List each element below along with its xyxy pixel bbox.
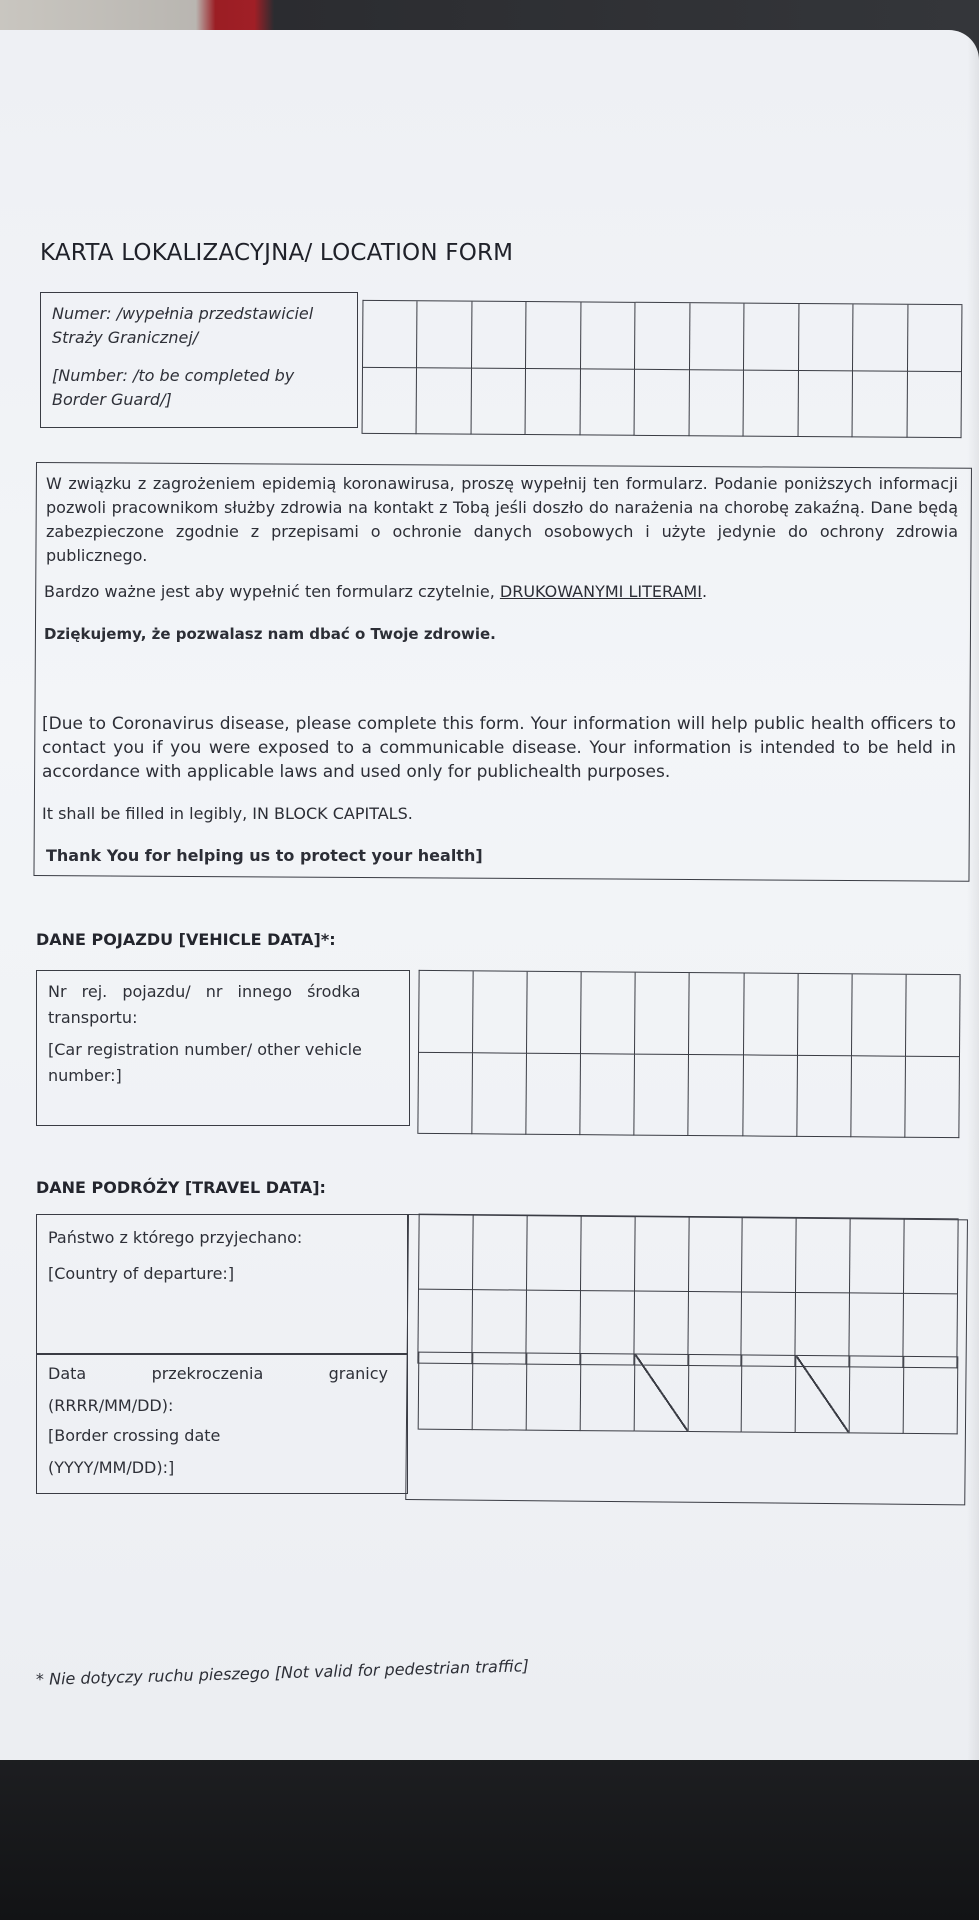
vehicle-cell[interactable] xyxy=(527,1053,582,1135)
vehicle-cell[interactable] xyxy=(851,1056,906,1138)
vehicle-label-en-line2: number:] xyxy=(48,1066,122,1085)
vehicle-cell[interactable] xyxy=(419,971,474,1053)
number-label-pl-line1: Numer: /wypełnia przedstawiciel xyxy=(52,304,314,323)
vehicle-cell[interactable] xyxy=(581,972,636,1054)
country-cell[interactable] xyxy=(688,1217,743,1292)
form-title: KARTA LOKALIZACYJNA/ LOCATION FORM xyxy=(40,240,514,266)
country-cell[interactable] xyxy=(527,1216,582,1291)
number-cell[interactable] xyxy=(472,302,527,369)
number-cell[interactable] xyxy=(526,369,581,436)
vehicle-cell[interactable] xyxy=(581,1054,636,1136)
number-cell[interactable] xyxy=(853,304,908,371)
vehicle-cell[interactable] xyxy=(906,975,961,1057)
vehicle-registration-grid[interactable] xyxy=(417,970,960,1138)
photo-background-bottom xyxy=(0,1740,979,1920)
number-cell[interactable] xyxy=(526,302,581,369)
travel-date-label-pl-word3: granicy xyxy=(328,1364,388,1383)
number-label-pl-line2: Straży Granicznej/ xyxy=(52,328,199,347)
vehicle-cell[interactable] xyxy=(527,972,582,1054)
number-cell[interactable] xyxy=(908,305,963,372)
travel-country-label-pl: Państwo z którego przyjechano: xyxy=(48,1228,303,1247)
date-cell-m2[interactable] xyxy=(742,1355,797,1432)
date-cell-y1[interactable] xyxy=(419,1353,474,1430)
intro-pl-legibly xyxy=(44,580,944,604)
travel-date-label-pl-word1: Data xyxy=(48,1364,87,1383)
number-cell[interactable] xyxy=(363,301,418,368)
vehicle-cell[interactable] xyxy=(689,973,744,1055)
travel-section-heading: DANE PODRÓŻY [TRAVEL DATA]: xyxy=(36,1178,326,1197)
country-cell[interactable] xyxy=(904,1219,959,1294)
intro-en-legibly: It shall be filled in legibly, IN BLOCK CAPITALS. xyxy=(42,804,413,823)
intro-pl-legibly-suffix: . xyxy=(701,582,708,601)
date-cell-m1[interactable] xyxy=(688,1355,743,1432)
number-cell[interactable] xyxy=(580,369,635,436)
vehicle-label-en-line1: [Car registration number/ other vehicle xyxy=(48,1040,362,1059)
vehicle-label-pl-line1: Nr rej. pojazdu/ nr innego środka xyxy=(48,982,361,1001)
pedestrian-footnote: * Nie dotyczy ruchu pieszego [Not valid for pedestrian traffic] xyxy=(35,1656,530,1689)
country-cell[interactable] xyxy=(419,1215,474,1290)
date-cell-y2[interactable] xyxy=(473,1353,528,1430)
number-cell[interactable] xyxy=(417,368,472,435)
date-cell-d1[interactable] xyxy=(850,1356,905,1433)
country-cell[interactable] xyxy=(473,1215,528,1290)
vehicle-cell[interactable] xyxy=(852,974,907,1056)
travel-date-label-pl-word2: przekroczenia xyxy=(151,1364,264,1383)
number-cell[interactable] xyxy=(689,370,744,437)
vehicle-cell[interactable] xyxy=(798,974,853,1056)
country-entry-grid[interactable] xyxy=(417,1214,958,1369)
intro-en-paragraph: [Due to Coronavirus disease, please complete this form. Your information will help public health officers to contact you if you were exposed to a communicable disease. Your information is intended to be held in accordance with applicable laws and used only for publichealth purposes. xyxy=(42,714,956,782)
country-cell[interactable] xyxy=(742,1217,797,1292)
date-cell-y4[interactable] xyxy=(580,1354,635,1431)
country-cell[interactable] xyxy=(581,1216,636,1291)
number-cell[interactable] xyxy=(471,368,526,435)
vehicle-cell[interactable] xyxy=(744,973,799,1055)
border-crossing-date-grid[interactable] xyxy=(418,1352,959,1435)
number-cell[interactable] xyxy=(690,303,745,370)
vehicle-cell[interactable] xyxy=(635,973,690,1055)
date-cell-y3[interactable] xyxy=(526,1354,581,1431)
country-cell[interactable] xyxy=(850,1218,905,1293)
number-cell[interactable] xyxy=(635,369,690,436)
vehicle-cell[interactable] xyxy=(905,1056,960,1138)
number-cell[interactable] xyxy=(635,303,690,370)
number-cell[interactable] xyxy=(798,370,853,437)
number-cell[interactable] xyxy=(744,304,799,371)
vehicle-cell[interactable] xyxy=(473,971,528,1053)
travel-date-label-en-line2: (YYYY/MM/DD):] xyxy=(48,1458,175,1477)
intro-pl-legibly-caps: DRUKOWANYMI LITERAMI xyxy=(499,582,702,601)
country-cell[interactable] xyxy=(796,1218,851,1293)
number-entry-grid[interactable] xyxy=(362,300,963,438)
intro-pl-thanks: Dziękujemy, że pozwalasz nam dbać o Twoje zdrowie. xyxy=(44,625,496,643)
paper-edge-shadow xyxy=(967,30,979,1760)
travel-date-label-pl-line1 xyxy=(48,1360,388,1388)
date-cell-d2[interactable] xyxy=(904,1357,959,1434)
number-cell[interactable] xyxy=(744,370,799,437)
number-cell[interactable] xyxy=(363,367,418,434)
travel-date-label-pl-line2: (RRRR/MM/DD): xyxy=(48,1396,174,1415)
intro-en-thanks: Thank You for helping us to protect your health] xyxy=(46,846,483,865)
number-cell[interactable] xyxy=(799,304,854,371)
vehicle-cell[interactable] xyxy=(743,1055,798,1137)
number-cell[interactable] xyxy=(853,371,908,438)
number-cell[interactable] xyxy=(581,302,636,369)
number-label-en-line2: Border Guard/] xyxy=(52,390,172,409)
vehicle-section-heading: DANE POJAZDU [VEHICLE DATA]*: xyxy=(36,930,336,949)
date-separator-cell xyxy=(634,1355,689,1432)
travel-country-label-en: [Country of departure:] xyxy=(48,1264,235,1283)
number-cell[interactable] xyxy=(907,371,962,438)
intro-pl-paragraph: W związku z zagrożeniem epidemią koronawirusa, proszę wypełnij ten formularz. Podanie poniższych informacji pozwoli pracownikom służby zdrowia na kontakt z Tobą jeśli doszło do narażenia na chorobę zakaźną. Dane będą zabezpieczone zgodnie z przepisami o ochronie danych osobowych i użyte jedynie do ochrony zdrowia publicznego. xyxy=(46,474,958,565)
number-cell[interactable] xyxy=(417,301,472,368)
vehicle-cell[interactable] xyxy=(689,1055,744,1137)
country-cell[interactable] xyxy=(635,1217,690,1292)
date-separator-cell xyxy=(796,1356,851,1433)
number-label-en-line1: [Number: /to be completed by xyxy=(52,366,295,385)
vehicle-cell[interactable] xyxy=(472,1053,527,1135)
intro-pl-legibly-prefix: Bardzo ważne jest aby wypełnić ten formularz czytelnie, xyxy=(44,582,500,601)
vehicle-label-pl-line2: transportu: xyxy=(48,1008,138,1027)
travel-date-label-en-line1: [Border crossing date xyxy=(48,1426,221,1445)
vehicle-cell[interactable] xyxy=(418,1052,473,1134)
vehicle-cell[interactable] xyxy=(797,1055,852,1137)
vehicle-cell[interactable] xyxy=(635,1054,690,1136)
